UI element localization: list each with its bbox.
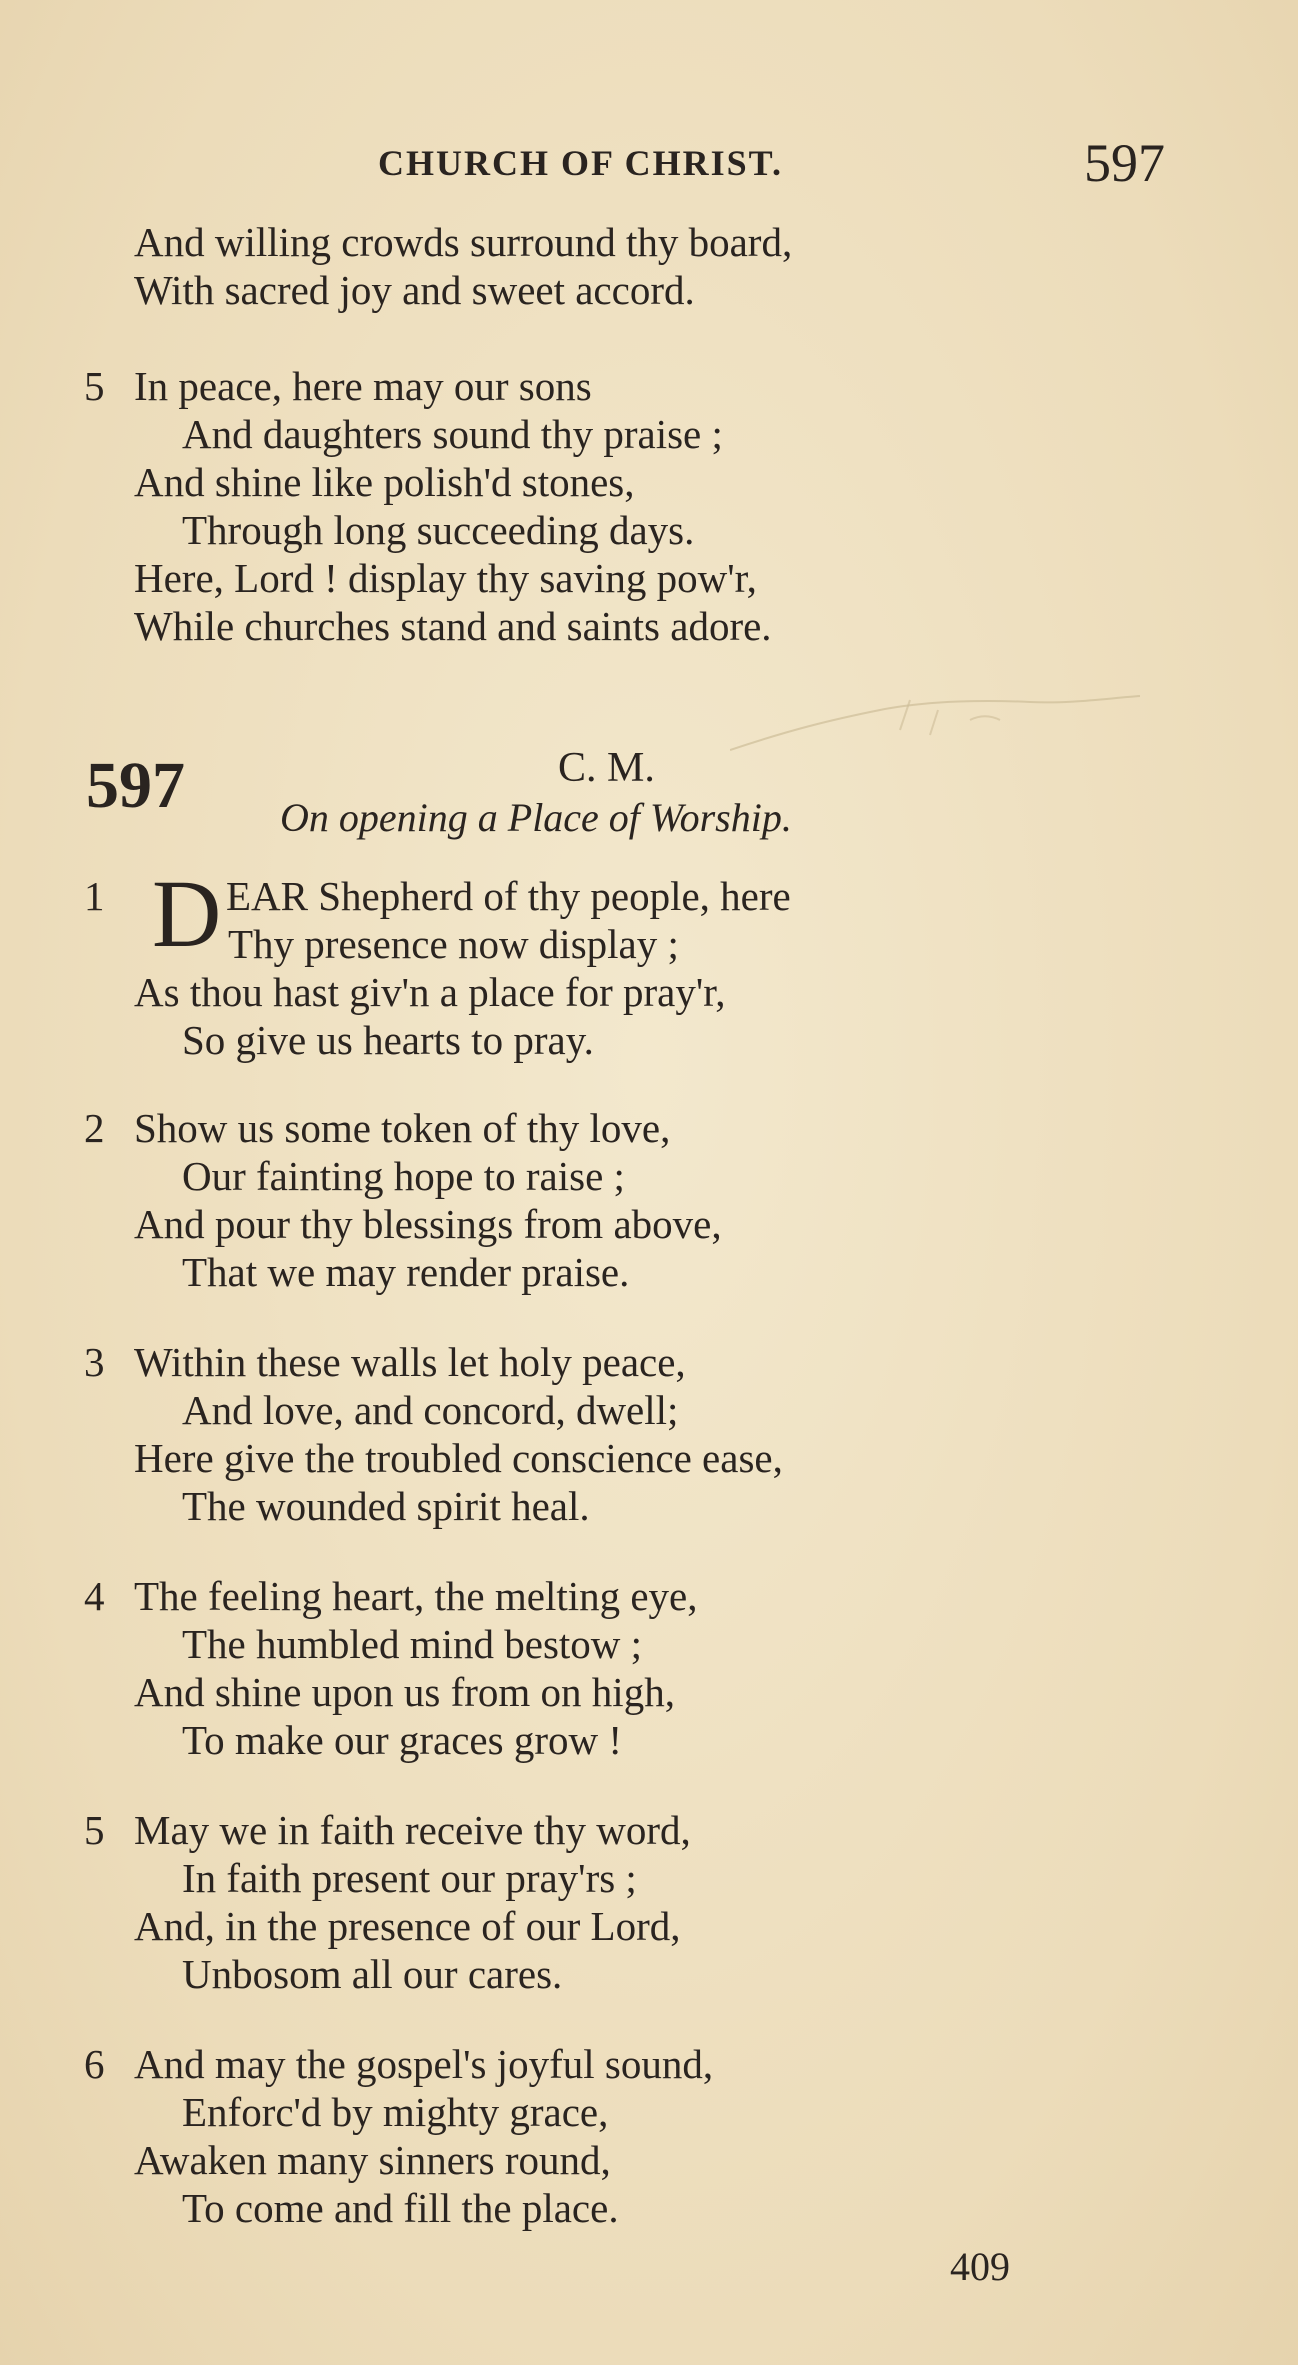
verse-number: 6 bbox=[84, 2041, 105, 2087]
verse-line: And love, and concord, dwell; bbox=[182, 1387, 679, 1433]
verse-number: 4 bbox=[84, 1573, 105, 1619]
verse-line: In peace, here may our sons bbox=[134, 363, 592, 409]
verse-line: Awaken many sinners round, bbox=[134, 2137, 611, 2183]
verse-line: And may the gospel's joyful sound, bbox=[134, 2041, 714, 2087]
verse-line: And daughters sound thy praise ; bbox=[182, 411, 723, 457]
verse-line: Here give the troubled conscience ease, bbox=[134, 1435, 783, 1481]
verse-line: The feeling heart, the melting eye, bbox=[134, 1573, 698, 1619]
verse-line: Through long succeeding days. bbox=[182, 507, 695, 553]
verse-line: That we may render praise. bbox=[182, 1249, 630, 1295]
verse-line: Unbosom all our cares. bbox=[182, 1951, 563, 1997]
verse-line: Within these walls let holy peace, bbox=[134, 1339, 686, 1385]
verse-line: Enforc'd by mighty grace, bbox=[182, 2089, 609, 2135]
verse-number: 2 bbox=[84, 1105, 105, 1151]
signature-number: 409 bbox=[950, 2244, 1010, 2289]
verse-line: To make our graces grow ! bbox=[182, 1717, 622, 1763]
hymn-number: 597 bbox=[86, 749, 185, 822]
verse-line: May we in faith receive thy word, bbox=[134, 1807, 691, 1853]
continuation-line: With sacred joy and sweet accord. bbox=[134, 267, 695, 313]
hymn-meter: C. M. bbox=[558, 745, 655, 791]
page-number: 597 bbox=[1084, 133, 1165, 193]
verse-line: EAR Shepherd of thy people, here bbox=[226, 873, 791, 919]
verse-line: To come and fill the place. bbox=[182, 2185, 619, 2231]
verse-number: 5 bbox=[84, 363, 105, 409]
verse-line: Thy presence now display ; bbox=[228, 921, 679, 967]
verse-line: And shine upon us from on high, bbox=[134, 1669, 675, 1715]
verse-line: And shine like polish'd stones, bbox=[134, 459, 635, 505]
verse-number: 1 bbox=[84, 873, 105, 919]
verse-line: So give us hearts to pray. bbox=[182, 1017, 594, 1063]
verse-line: The humbled mind bestow ; bbox=[182, 1621, 643, 1667]
verse-line: Here, Lord ! display thy saving pow'r, bbox=[134, 555, 757, 601]
verse-line: While churches stand and saints adore. bbox=[134, 603, 772, 649]
verse-line: The wounded spirit heal. bbox=[182, 1483, 590, 1529]
hymn-occasion: On opening a Place of Worship. bbox=[280, 795, 792, 840]
pencil-mark bbox=[730, 690, 1150, 760]
verse-line: Show us some token of thy love, bbox=[134, 1105, 671, 1151]
running-title: CHURCH OF CHRIST. bbox=[378, 143, 784, 183]
running-head bbox=[0, 132, 1298, 192]
verse-number: 5 bbox=[84, 1807, 105, 1853]
verse-line: Our fainting hope to raise ; bbox=[182, 1153, 625, 1199]
verse-line: And, in the presence of our Lord, bbox=[134, 1903, 681, 1949]
drop-cap: D bbox=[152, 860, 222, 967]
verse-line: In faith present our pray'rs ; bbox=[182, 1855, 637, 1901]
verse-line: And pour thy blessings from above, bbox=[134, 1201, 722, 1247]
continuation-line: And willing crowds surround thy board, bbox=[134, 219, 793, 265]
verse-line: As thou hast giv'n a place for pray'r, bbox=[134, 969, 726, 1015]
verse-number: 3 bbox=[84, 1339, 105, 1385]
